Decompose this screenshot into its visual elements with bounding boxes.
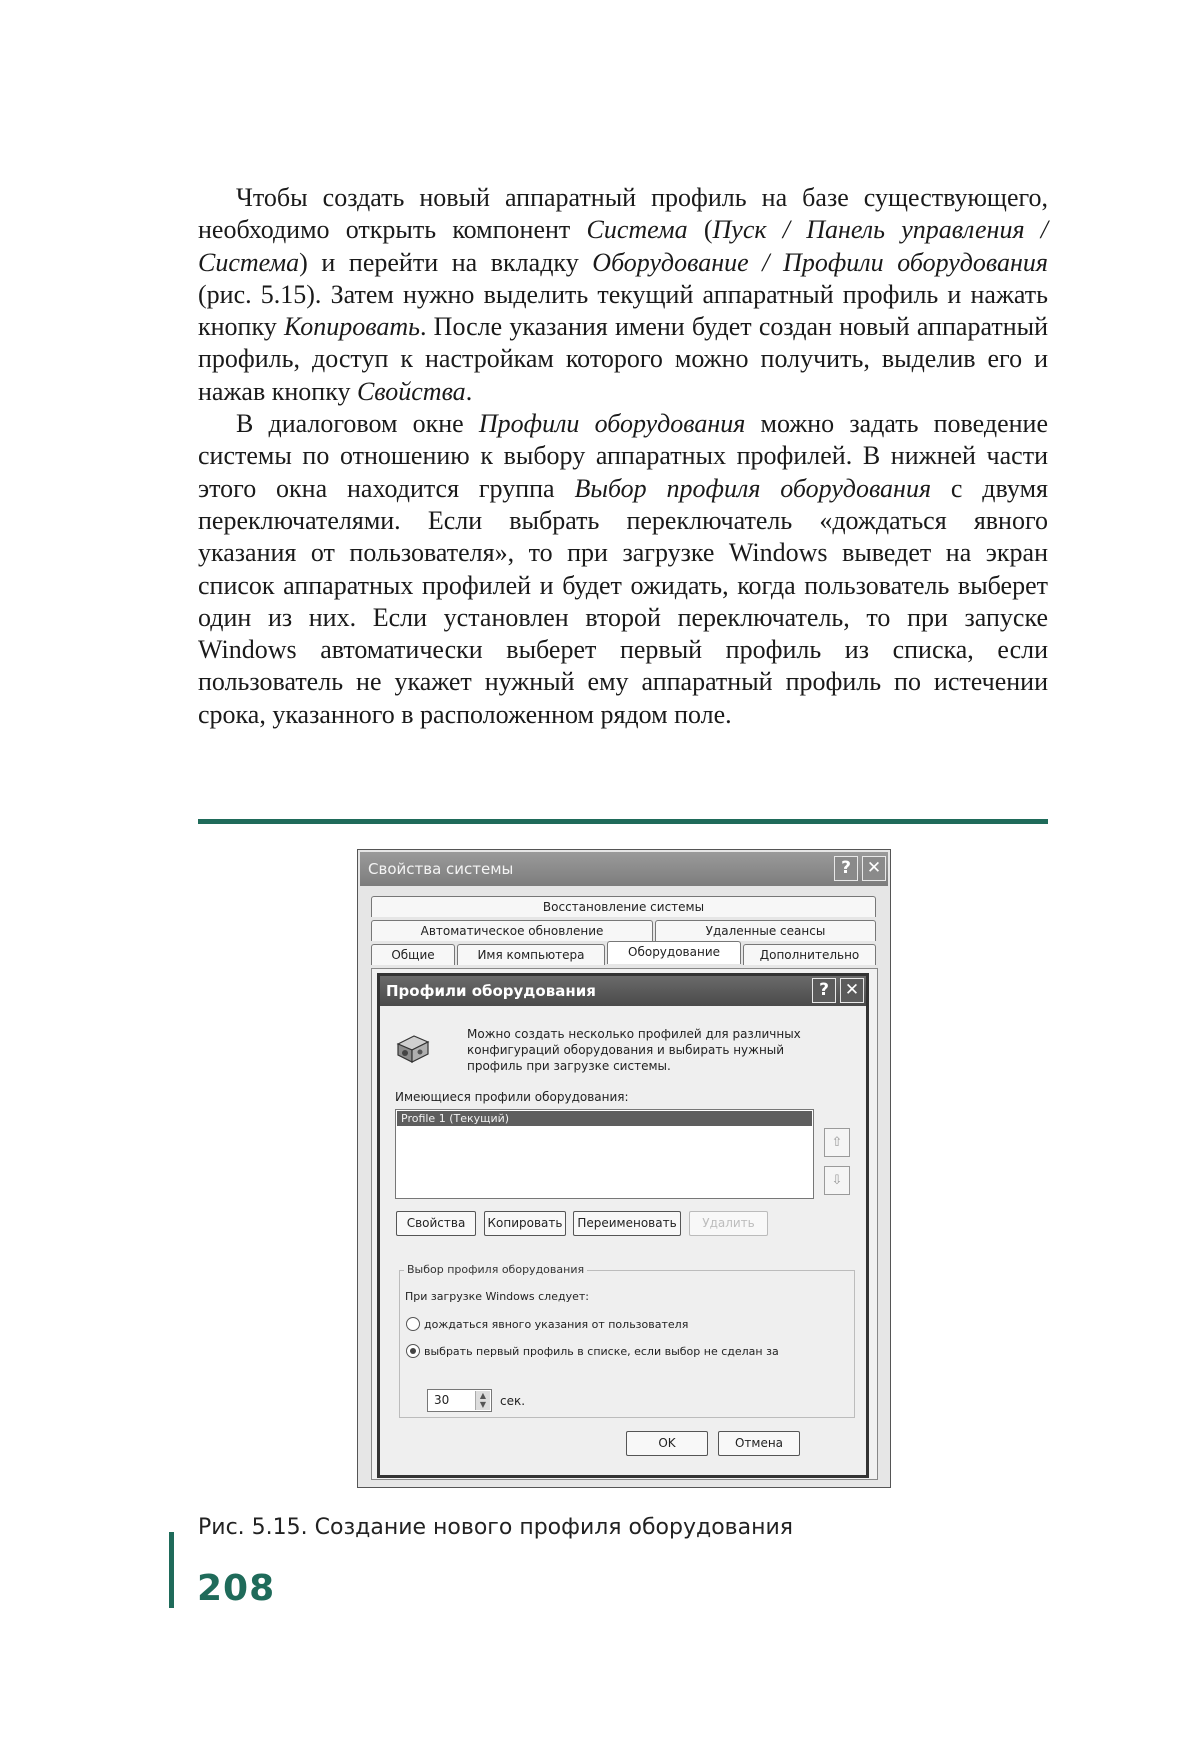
tab-computer-name[interactable]: Имя компьютера (457, 944, 605, 965)
page-number: 208 (197, 1568, 276, 1609)
figure-caption: Рис. 5.15. Создание нового профиля оборудования (198, 1515, 794, 1540)
figure-screenshot (357, 849, 891, 1488)
delete-button[interactable]: Удалить (689, 1211, 768, 1236)
radio-wait-label: дождаться явного указания от пользователя (424, 1318, 689, 1331)
tab-auto-update[interactable]: Автоматическое обновление (371, 920, 653, 941)
hardware-icon (394, 1030, 432, 1066)
section-rule (198, 819, 1048, 824)
group-prompt: При загрузке Windows следует: (405, 1290, 589, 1303)
page-marker-bar (169, 1532, 174, 1608)
hardware-profiles-dialog (377, 973, 869, 1478)
close-icon[interactable]: ✕ (840, 978, 864, 1003)
tab-hardware[interactable]: Оборудование (607, 941, 741, 964)
copy-button[interactable]: Копировать (484, 1211, 566, 1236)
radio-auto-label: выбрать первый профиль в списке, если выбор не сделан за (424, 1345, 779, 1358)
dialog-description: Можно создать несколько профилей для различных конфигураций оборудования и выбирать нужный профиль при загрузке системы. (467, 1027, 801, 1073)
seconds-stepper[interactable] (427, 1389, 492, 1412)
tab-remote[interactable]: Удаленные сеансы (655, 920, 876, 941)
close-icon[interactable]: ✕ (862, 856, 886, 881)
seconds-value: 30 (434, 1393, 450, 1407)
body-text (198, 182, 1048, 731)
paragraph-2: В диалоговом окне Профили оборудования можно задать поведение системы по отношению к выбору аппаратных профилей. В нижней части этого окна находится группа Выбор профиля оборудования с двумя переключателями. Если выбрать переключатель «дождаться явного указания от пользователя», то при загрузке Windows выведет на экран список аппаратных профилей и будет ожидать, когда пользователь выберет один из них. Если установлен второй переключатель, то при запуске Windows автоматически выберет первый профиль из списка, если пользователь не укажет нужный ему аппаратный профиль по истечении срока, указанного в расположенном рядом поле. (198, 409, 1048, 729)
tab-advanced[interactable]: Дополнительно (743, 944, 876, 965)
move-down-button[interactable]: ⇩ (824, 1166, 850, 1195)
paragraph-1: Чтобы создать новый аппаратный профиль на базе существующего, необходимо открыть компонент Система (Пуск / Панель управления / Система) и перейти на вкладку Оборудование / Профили оборудования (рис. 5.15). Затем нужно выделить текущий аппаратный профиль и нажать кнопку Копировать. После указания имени будет создан новый аппаратный профиль, доступ к настройкам которого можно получить, выделив его и нажав кнопку Свойства. (198, 183, 1048, 406)
help-icon[interactable]: ? (834, 856, 858, 881)
move-up-button[interactable]: ⇧ (824, 1128, 850, 1157)
list-item[interactable]: Profile 1 (Текущий) (397, 1111, 812, 1126)
window-titlebar (360, 852, 888, 886)
tab-system-restore[interactable]: Восстановление системы (371, 896, 876, 917)
seconds-unit: сек. (500, 1394, 526, 1408)
tab-general[interactable]: Общие (371, 944, 455, 965)
cancel-button[interactable]: Отмена (718, 1431, 800, 1456)
properties-button[interactable]: Свойства (396, 1211, 476, 1236)
dialog-titlebar (380, 976, 866, 1006)
help-icon[interactable]: ? (812, 978, 836, 1003)
spin-arrows-icon[interactable]: ▲ ▼ (475, 1391, 490, 1410)
dialog-title: Профили оборудования (386, 982, 596, 1000)
tab-strip (371, 896, 878, 970)
profiles-listbox[interactable] (395, 1109, 814, 1199)
radio-wait[interactable] (406, 1317, 420, 1331)
group-title: Выбор профиля оборудования (404, 1263, 587, 1276)
rename-button[interactable]: Переименовать (573, 1211, 681, 1236)
radio-auto[interactable] (406, 1344, 420, 1358)
ok-button[interactable]: OK (626, 1431, 708, 1456)
window-title: Свойства системы (368, 860, 514, 878)
profiles-list-label: Имеющиеся профили оборудования: (395, 1090, 629, 1104)
